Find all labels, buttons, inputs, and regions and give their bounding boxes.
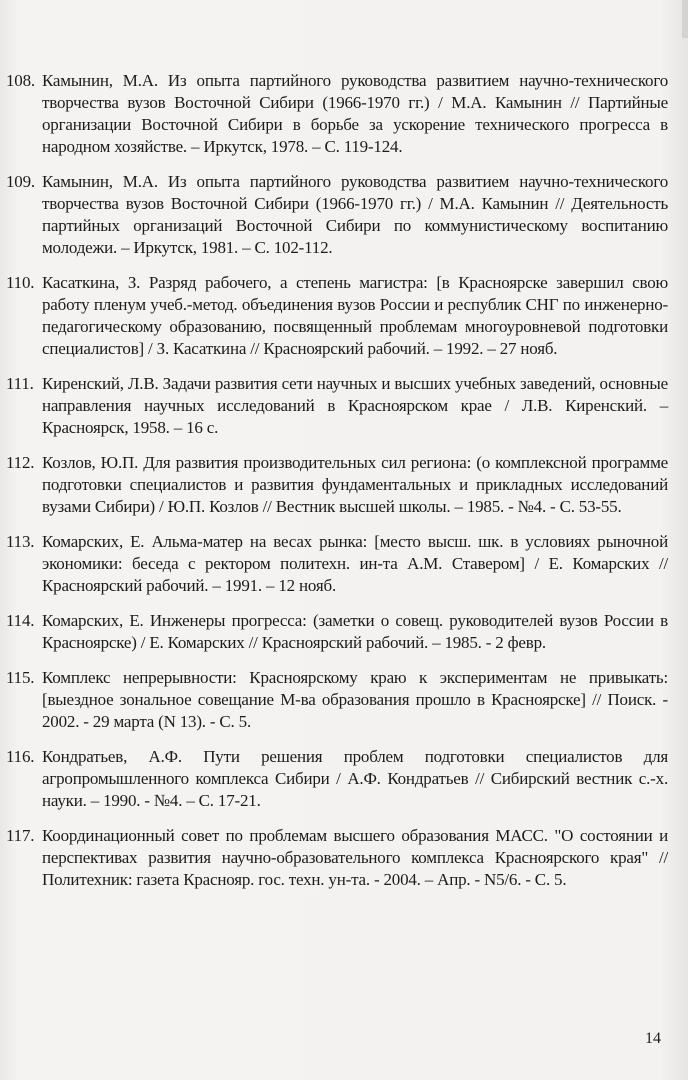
- bibliography-entry-117: [0, 825, 688, 891]
- entry-number: 117.: [6, 826, 35, 845]
- entry-text: Комарских, Е. Инженеры прогресса: (заметки о совещ. руководителей вузов России в Красноярске) / Е. Комарских // Красноярский рабочий. – 1985. - 2 февр.: [42, 611, 668, 652]
- entry-number: 113.: [6, 532, 35, 551]
- page-number: 14: [645, 1030, 661, 1047]
- entry-number: 109.: [6, 172, 35, 191]
- entry-number: 114.: [6, 611, 35, 630]
- entry-text: Комплекс непрерывности: Красноярскому краю к экспериментам не привыкать: [выездное зональное совещание М-ва образования прошло в Красноярске] // Поиск. - 2002. - 29 марта (N 13). - С. 5.: [42, 668, 668, 731]
- entry-text: Комарских, Е. Альма-матер на весах рынка: [место высш. шк. в условиях рыночной экономики: беседа с ректором политехн. ин-та А.М. Ставером] / Е. Комарских // Красноярский рабочий. – 1991. – 12 нояб.: [42, 532, 668, 595]
- entry-text: Киренский, Л.В. Задачи развития сети научных и высших учебных заведений, основные направления научных исследований в Красноярском крае / Л.В. Киренский. – Красноярск, 1958. – 16 с.: [42, 374, 668, 437]
- bibliography-entry-111: [0, 373, 688, 439]
- entry-text: Касаткина, З. Разряд рабочего, а степень магистра: [в Красноярске завершил свою работу пленум учеб.-метод. объединения вузов России и республик СНГ по инженерно-педагогическому образованию, посвященный проблемам многоуровневой подготовки специалистов] / З. Касаткина // Красноярский рабочий. – 1992. – 27 нояб.: [42, 273, 668, 358]
- bibliography-entry-112: [0, 452, 688, 518]
- entry-number: 112.: [6, 453, 35, 472]
- bibliography-entry-114: [0, 610, 688, 654]
- bibliography-list: [0, 70, 688, 904]
- bibliography-entry-108: [0, 70, 688, 158]
- entry-number: 111.: [6, 374, 34, 393]
- entry-text: Кондратьев, А.Ф. Пути решения проблем подготовки специалистов для агропромышленного комплекса Сибири / А.Ф. Кондратьев // Сибирский вестник с.-х. науки. – 1990. - №4. – С. 17-21.: [42, 747, 668, 810]
- entry-text: Камынин, М.А. Из опыта партийного руководства развитием научно-технического творчества вузов Восточной Сибири (1966-1970 гг.) / М.А. Камынин // Партийные организации Восточной Сибири в борьбе за ускорение технического прогресса в народном хозяйстве. – Иркутск, 1978. – С. 119-124.: [42, 71, 668, 156]
- entry-text: Координационный совет по проблемам высшего образования МАСС. "О состоянии и перспективах развития научно-образовательного комплекса Красноярского края" // Политехник: газета Краснояр. гос. техн. ун-та. - 2004. – Апр. - N5/6. - С. 5.: [42, 826, 668, 889]
- entry-number: 115.: [6, 668, 35, 687]
- entry-number: 108.: [6, 71, 35, 90]
- scan-edge-mark: [682, 0, 688, 38]
- entry-number: 116.: [6, 747, 35, 766]
- entry-text: Козлов, Ю.П. Для развития производительных сил региона: (о комплексной программе подготовки специалистов и развития фундаментальных и прикладных исследований вузами Сибири) / Ю.П. Козлов // Вестник высшей школы. – 1985. - №4. - С. 53-55.: [42, 453, 668, 516]
- bibliography-entry-116: [0, 746, 688, 812]
- entry-number: 110.: [6, 273, 35, 292]
- bibliography-entry-115: [0, 667, 688, 733]
- entry-text: Камынин, М.А. Из опыта партийного руководства развитием научно-технического творчества вузов Восточной Сибири (1966-1970 гг.) / М.А. Камынин // Деятельность партийных организаций Восточной Сибири по коммунистическому воспитанию молодежи. – Иркутск, 1981. – С. 102-112.: [42, 172, 668, 257]
- bibliography-entry-110: [0, 272, 688, 360]
- bibliography-entry-113: [0, 531, 688, 597]
- bibliography-entry-109: [0, 171, 688, 259]
